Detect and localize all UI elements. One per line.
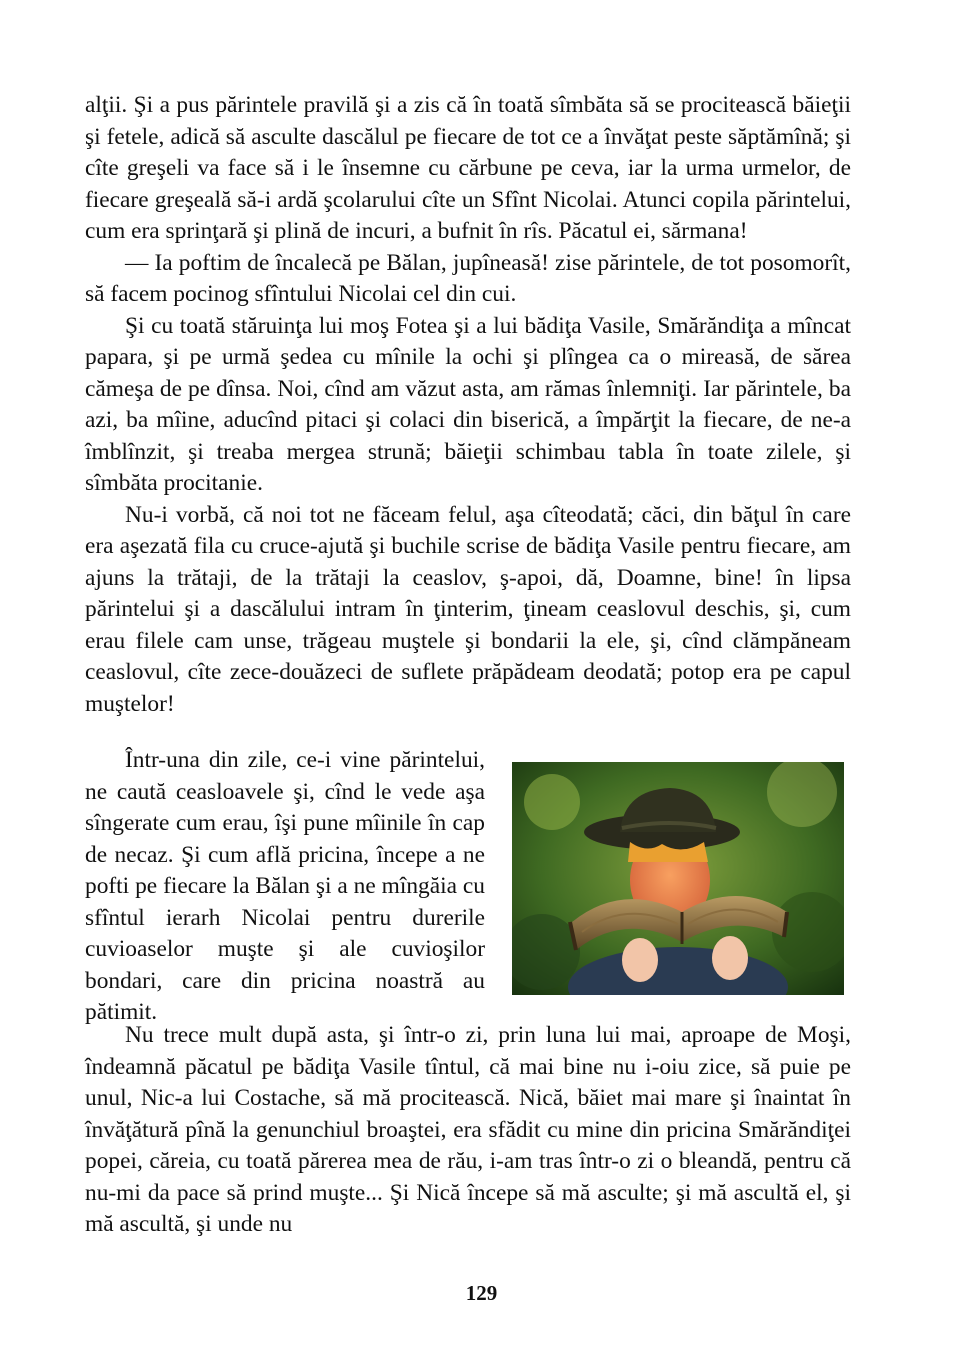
illustration-boy-reading bbox=[512, 762, 844, 995]
paragraph: Nu trece mult după asta, şi într-o zi, prin luna lui mai, aproape de Moşi, îndeamnă păcatul pe bădiţa Vasile tîntul, că mai bine nu i-oiu zice, să puie pe unul, Nic-a lui Costache, să mă procitească. Nică, băiet mai mare şi înaintat în învăţătură pînă la genunchiul broaştei, era sfădit cu mine din pricina Smărăndiţei popei, căreia, cu toată părerea mea de rău, i-am tras într-o zi o bleandă, pentru că nu-mi da pace să prind muşte... Şi Nică începe să mă asculte; şi mă ascultă el, şi mă ascultă, şi unde nu bbox=[85, 1022, 851, 1237]
page-number: 129 bbox=[465, 1281, 498, 1305]
main-text-top bbox=[85, 90, 851, 720]
paragraph: Într-una din zile, ce-i vine părintelui, ne caută ceasloavele şi, cînd le vede aşa sîngerate cum erau, îşi pune mîinile în cap de necaz. Şi cum află pricina, începe a ne pofti pe fiecare la Bălan şi a ne mîngăia cu sfîntul ierarh Nicolai pentru durerile cuvioaselor muşte şi ale cuvioşilor bondari, care din pricina noastră au pătimit. bbox=[85, 747, 485, 1025]
paragraph: — Ia poftim de încalecă pe Bălan, jupîneasă! zise părintele, de tot posomorît, să facem pocinog sfîntului Nicolai cel din cui. bbox=[85, 249, 851, 307]
paragraph: alţii. Şi a pus părintele pravilă şi a zis că în toată sîmbăta să se procitească băieţii şi fetele, adică să asculte dascălul pe fiecare de tot ce a învăţat peste săptămînă; şi cîte greşeli va face să i le însemne cu cărbune pe ceva, iar la urma urmelor, de fiecare greşeală să-i ardă şcolarului cîte un Sfînt Nicolai. Atunci copila părintelui, cum era sprinţară şi plină de incuri, a bufnit în rîs. Păcatul ei, sărmana! bbox=[85, 92, 851, 244]
wrapped-text bbox=[85, 745, 485, 1029]
main-text-bottom bbox=[85, 1020, 851, 1241]
paragraph: Nu-i vorbă, că noi tot ne făceam felul, aşa cîteodată; căci, din băţul în care era aşezată fila cu cruce-ajută şi buchile scrise de bădiţa Vasile pentru fiecare, am ajuns la trătaji, de la trătaji la ceaslov, ş-apoi, dă, Doamne, bine! în lipsa părintelui şi a dascălului intram în ţinterim, ţineam ceaslovul deschis, şi, cum erau filele cam unse, trăgeau muştele şi bondarii la ele, şi, cînd clămpăneam ceaslovul, cîte zece-douăzeci de suflete prăpădeam deodată; potop era pe capul muştelor! bbox=[85, 501, 851, 717]
paragraph: Şi cu toată stăruinţa lui moş Fotea şi a lui bădiţa Vasile, Smărăndiţa a mîncat papara, şi pe urmă şedea cu mînile la ochi şi plîngea ca o mireasă, de sărea cămeşa de pe dînsa. Noi, cînd am văzut asta, am rămas înlemniţi. Iar părintele, ba azi, ba mîine, aducînd pitaci şi colaci din biserică, a împărţit la fiecare, de ne-a îmblînzit, şi treaba mergea strună; băieţii schimbau tabla în toate zilele, şi sîmbăta procitanie. bbox=[85, 312, 851, 496]
illustration-image bbox=[512, 762, 844, 995]
